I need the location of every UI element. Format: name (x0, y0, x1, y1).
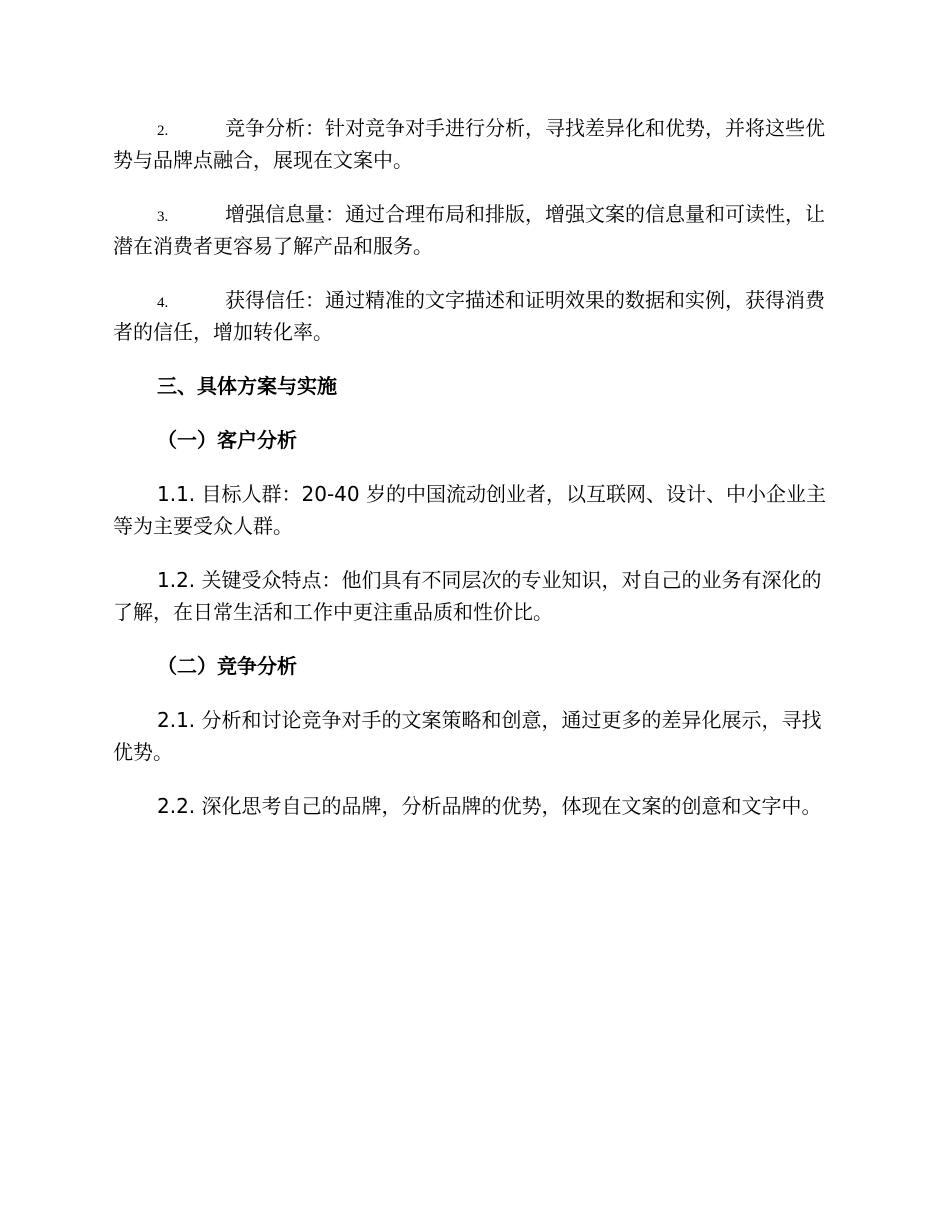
paragraph: 1.1. 目标人群：20-40 岁的中国流动创业者，以互联网、设计、中小企业主等为主要受众人群。 (113, 482, 826, 538)
item-text: 增强信息量：通过合理布局和排版，增强文案的信息量和可读性，让潜在消费者更容易了解产品和服务。 (113, 202, 825, 258)
numbered-item (113, 198, 835, 262)
item-number: 4. (157, 295, 169, 311)
paragraph: 2.2. 深化思考自己的品牌，分析品牌的优势，体现在文案的创意和文字中。 (157, 794, 822, 818)
numbered-item (113, 112, 835, 176)
subsection-title-customer-analysis (113, 424, 835, 456)
paragraph: 1.2. 关键受众特点：他们具有不同层次的专业知识，对自己的业务有深化的了解，在日常生活和工作中更注重品质和性价比。 (113, 568, 822, 624)
subsection-title-competition-analysis (113, 650, 835, 682)
paragraph: 2.1. 分析和讨论竞争对手的文案策略和创意，通过更多的差异化展示，寻找优势。 (113, 708, 822, 764)
subsection-title-text: （二）竞争分析 (157, 654, 297, 678)
subsection-title-text: （一）客户分析 (157, 428, 297, 452)
item-text: 竞争分析：针对竞争对手进行分析，寻找差异化和优势，并将这些优势与品牌点融合，展现在文案中。 (113, 116, 825, 172)
document-page (113, 112, 835, 844)
section-heading: 三、具体方案与实施 (157, 374, 337, 398)
item-number: 3. (157, 209, 169, 225)
item-text: 获得信任：通过精准的文字描述和证明效果的数据和实例，获得消费者的信任，增加转化率。 (113, 288, 825, 344)
numbered-item (113, 284, 835, 348)
item-number: 2. (157, 123, 169, 139)
